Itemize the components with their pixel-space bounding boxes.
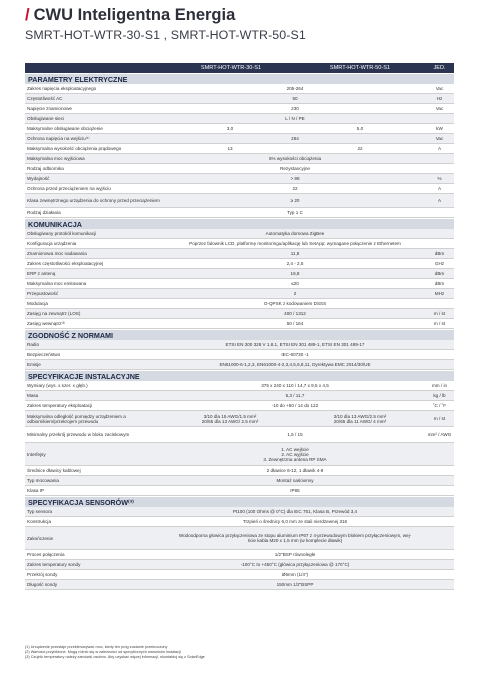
spec-label: Konstrukcja (27, 519, 52, 524)
spec-label: Zakres napięcia eksploatacyjnego (27, 86, 97, 91)
spec-label: Zasięg wewnątrz⁽²⁾ (27, 321, 66, 326)
page-title (25, 6, 465, 25)
spec-row (25, 84, 454, 94)
spec-values (165, 126, 425, 131)
spec-label: Średnice dławicy kablowej (27, 468, 81, 473)
spec-row (25, 124, 454, 134)
spec-row (25, 517, 454, 527)
spec-unit: A (437, 146, 442, 151)
spec-row (25, 229, 454, 239)
spec-row (25, 443, 454, 466)
spec-unit: dBm (434, 271, 445, 276)
spec-value: 5% wysokości obciążenia (268, 156, 322, 161)
spec-label: Zakres temperatury sondy (27, 562, 81, 567)
spec-row (25, 486, 454, 496)
spec-row (25, 289, 454, 299)
spec-value: > 98 (290, 176, 300, 181)
spec-unit: dBm (434, 251, 445, 256)
spec-row (25, 114, 454, 124)
spec-value: 22 (357, 146, 363, 151)
footnotes (25, 645, 455, 661)
spec-label: Maksymalna moc wyjściowa (27, 156, 85, 161)
spec-value: 2 dławice 6-12, 1 dławik 4-8 (266, 468, 324, 473)
spec-row (25, 279, 454, 289)
spec-value: 13 (227, 146, 233, 151)
spec-row (25, 259, 454, 269)
spec-unit: Hz (436, 96, 443, 101)
spec-value: 375 x 240 x 110 / 14,7 x 9,5 x 4,5 (261, 383, 329, 388)
spec-value: Typ 1 C (287, 210, 303, 215)
spec-row (25, 381, 454, 391)
spec-label: Ochrona napięcia na wejściu⁽¹⁾ (27, 136, 90, 141)
spec-value: Pt100 (100 Ohms @ 0°C) dla IEC 751, Klasa B, Przewód 3,4 (232, 509, 358, 514)
spec-row (25, 269, 454, 279)
spec-row (25, 476, 454, 486)
spec-label: Wydajność (27, 176, 50, 181)
spec-row (25, 194, 454, 208)
spec-label: Znamionowa moc nadawania (27, 251, 87, 256)
spec-row (25, 208, 454, 218)
spec-row (25, 164, 454, 174)
spec-label: Maksymalna moc emitowana (27, 281, 87, 286)
spec-value: 2 (293, 291, 297, 296)
header (25, 6, 465, 42)
section-header: KOMUNIKACJA (25, 219, 454, 229)
spec-row (25, 570, 454, 580)
spec-label: Modulacja (27, 301, 48, 306)
spec-value: EN61000-6-1,2,3, EN61000-4-2,3,4,5,6,8,11, Dyrektywa EMC 2014/30/UE (219, 362, 371, 367)
spec-row (25, 174, 454, 184)
spec-value: 50 / 164 (286, 321, 304, 326)
spec-label: Długość sondy (27, 582, 58, 587)
spec-label: Przekrój sondy (27, 572, 58, 577)
spec-row (25, 527, 454, 550)
spec-label: Rodzaj odbiornika (27, 166, 64, 171)
spec-row (25, 427, 454, 443)
spec-value: 1/2"BSP równoległe (274, 552, 316, 557)
spec-label: ERP z anteną (27, 271, 56, 276)
spec-label: Napięcie znamionowe (27, 106, 72, 111)
spec-row (25, 94, 454, 104)
spec-unit: mm² / AWG (427, 432, 452, 437)
column-header-unit: JED. (433, 65, 446, 71)
spec-row (25, 184, 454, 194)
spec-label: Konfiguracja urządzenia (27, 241, 77, 246)
spec-label: Maksymalna wysokość obciążenia prądowego (27, 146, 122, 151)
spec-value: 11,8 (290, 251, 300, 256)
column-header-model-50: SMRT-HOT-WTR-50-S1 (329, 65, 391, 71)
spec-unit: A (437, 186, 442, 191)
footnote: (1) Urządzenie przestaje przekierowywać moc, kiedy ten próg zostanie przekroczony (25, 645, 168, 649)
spec-value: ETSI EN 300 328 V 1.8.1, ETSI EN 301 489-1, ETSI EN 301 489-17 (225, 342, 365, 347)
spec-value: ≤20 (291, 281, 299, 286)
spec-unit: Vac (435, 86, 444, 91)
spec-unit: m / st (433, 311, 446, 316)
spec-label: Maksymalne obsługiwane obciążenie (27, 126, 103, 131)
spec-value: 1,5 / 15 (287, 432, 303, 437)
footnote: (3) Czujnik temperatury należy zamówić osobno. Aby uzyskać więcej informacji, skontaktuj się z SolarEdge (25, 655, 205, 660)
spec-value: 230 (291, 106, 299, 111)
spec-label: Wymiary (wys. x szer. x głęb.) (27, 383, 88, 388)
spec-row (25, 239, 454, 249)
spec-label: Przepustowość (27, 291, 59, 296)
spec-value: 1. AC wejście 2. AC wyjście 3. Zewnętrzna antena RP SMA (263, 446, 327, 462)
spec-label: Zakres temperatury eksploatacji (27, 403, 93, 408)
spec-label: Bezpieczeństwo (27, 352, 61, 357)
spec-table (25, 63, 454, 590)
spec-value: Poprzez falownik LCD, platformę monitoringu/aplikację lub SetApp; wymagane połączenie z Ethernetem (189, 241, 401, 246)
spec-label: Proces połączenia (27, 552, 65, 557)
spec-label: Obsługiwany protokół komunikacji (27, 231, 97, 236)
spec-row (25, 550, 454, 560)
spec-label: Zakończenie (27, 535, 54, 541)
section-header: PARAMETRY ELEKTRYCZNE (25, 74, 454, 84)
spec-value: 50 (292, 96, 298, 101)
spec-row (25, 319, 454, 329)
footnote: (2) Wartości przybliżone. Mogą różnić się w zależności od specyficznych warunków instalacji (25, 650, 181, 655)
spec-row (25, 134, 454, 144)
spec-unit: MHz (434, 291, 445, 296)
spec-label: Interfejsy (27, 451, 46, 457)
spec-label: Typ mocowania (27, 478, 59, 483)
spec-value: 264 (291, 136, 299, 141)
spec-label: Masa (27, 393, 39, 398)
spec-row (25, 144, 454, 154)
spec-unit: kg / lb (433, 393, 446, 398)
spec-unit: Vac (435, 136, 444, 141)
spec-value: 205-264 (286, 86, 304, 91)
spec-label: Emisje (27, 362, 41, 367)
section-header: ZGODNOŚĆ Z NORMAMI (25, 330, 454, 340)
spec-value: Automatyka domowa ZigBee (265, 231, 325, 236)
spec-value: 5,3 / 11,7 (285, 393, 305, 398)
spec-values (165, 146, 425, 151)
spec-row (25, 507, 454, 517)
title-text: CWU Inteligentna Energia (33, 6, 236, 24)
spec-unit: m / st (433, 416, 446, 421)
spec-label: Rodzaj działania (27, 210, 61, 215)
spec-value: IEC-60730 -1 (281, 352, 309, 357)
section-header: SPECYFIKACJE INSTALACYJNE (25, 371, 454, 381)
spec-label: Ochrona przed przeciążeniem na wyjściu (27, 186, 111, 191)
spec-value: -10 do +50 / 14 do 122 (271, 403, 319, 408)
column-header-model-30: SMRT-HOT-WTR-30-S1 (200, 65, 262, 71)
spec-row (25, 154, 454, 164)
spec-unit: Vac (435, 106, 444, 111)
spec-value: Trzpień o średnicy 6,0 mm ze stali nierdzewnej 316 (242, 519, 348, 524)
spec-row (25, 340, 454, 350)
page-subtitle: SMRT-HOT-WTR-30-S1 , SMRT-HOT-WTR-50-S1 (25, 28, 306, 42)
spec-value: 2,4 - 2,5 (286, 261, 304, 266)
spec-value: 3/10 dla 15 AWG/1.5 mm² 20/65 dla 13 AWG/ 2.5 mm² (201, 413, 259, 424)
spec-row (25, 360, 454, 370)
spec-value: -100°C to +450°C (główica przyłączeniowa @ 170°C) (240, 562, 350, 567)
spec-values (165, 414, 425, 424)
spec-row (25, 350, 454, 360)
spec-label: Obsługiwane sieci (27, 116, 65, 121)
spec-label: Zakres częstotliwości eksploatacyjnej (27, 261, 104, 266)
spec-value: 3,0 (226, 126, 234, 131)
spec-value: Montaż naścienny (276, 478, 314, 483)
column-header-row (25, 63, 454, 73)
spec-unit: % (437, 176, 442, 181)
spec-unit: m / st (433, 321, 446, 326)
spec-row (25, 299, 454, 309)
spec-value: IP65 (290, 488, 300, 493)
spec-row (25, 104, 454, 114)
spec-row (25, 391, 454, 401)
spec-label: Maksymalna odległość pomiędzy urządzeniem a odbiornikiem/przekrojem przewodu (27, 413, 126, 424)
spec-label: Radio (27, 342, 40, 347)
spec-value: Ø6mm (1/4") (281, 572, 309, 577)
spec-value: 22 (292, 186, 298, 191)
spec-value: Wodoodporna głowica przyłączeniowa ze stopu aluminium IP67 z 4-przewodowym blokiem przyłączeniowym, wej- ście kabla M20 x 1,5 mm (w komplecie dławik) (178, 533, 412, 543)
spec-value: 5,0 (356, 126, 364, 131)
spec-label: Zasięg na zewnątrz (LOS) (27, 311, 81, 316)
title-slash: / (25, 6, 30, 24)
spec-label: Klasa IP (27, 488, 45, 493)
spec-label: Typ sensora (27, 509, 53, 514)
spec-value: 3/10 dla 13 AWG/2.5 mm² 20/65 dla 11 AWG/ 4 mm² (333, 413, 387, 424)
spec-label: Częstotliwość AC (27, 96, 63, 101)
spec-unit: dBm (434, 281, 445, 286)
spec-row (25, 580, 454, 590)
spec-unit: GHz (434, 261, 445, 266)
spec-label: Klasa zewnętrznego urządzenia do ochrony przed przeciążeniem (27, 198, 160, 203)
spec-value: ≥ 20 (290, 198, 300, 203)
spec-row (25, 560, 454, 570)
spec-value: 16,8 (290, 271, 300, 276)
spec-unit: mm / in (431, 383, 448, 388)
spec-row (25, 466, 454, 476)
spec-value: L / N / PE (285, 116, 305, 121)
spec-value: 400 / 1312 (284, 311, 306, 316)
spec-row (25, 249, 454, 259)
spec-value: 150mm 1/2"BSPP (276, 582, 314, 587)
spec-value: Rezystancyjne (280, 166, 310, 171)
section-header: SPECYFIKACJA SENSORÓW⁽³⁾ (25, 497, 454, 507)
spec-row (25, 411, 454, 427)
spec-unit: kW (436, 126, 443, 131)
spec-row (25, 401, 454, 411)
spec-unit: A (437, 198, 442, 203)
spec-row (25, 309, 454, 319)
spec-value: O-QPSK z kodowaniem DSSS (263, 301, 327, 306)
spec-label: Minimalny przekrój przewodu w bloku zaciskowym (27, 432, 130, 437)
spec-unit: ˚C / ˚F (432, 403, 446, 408)
